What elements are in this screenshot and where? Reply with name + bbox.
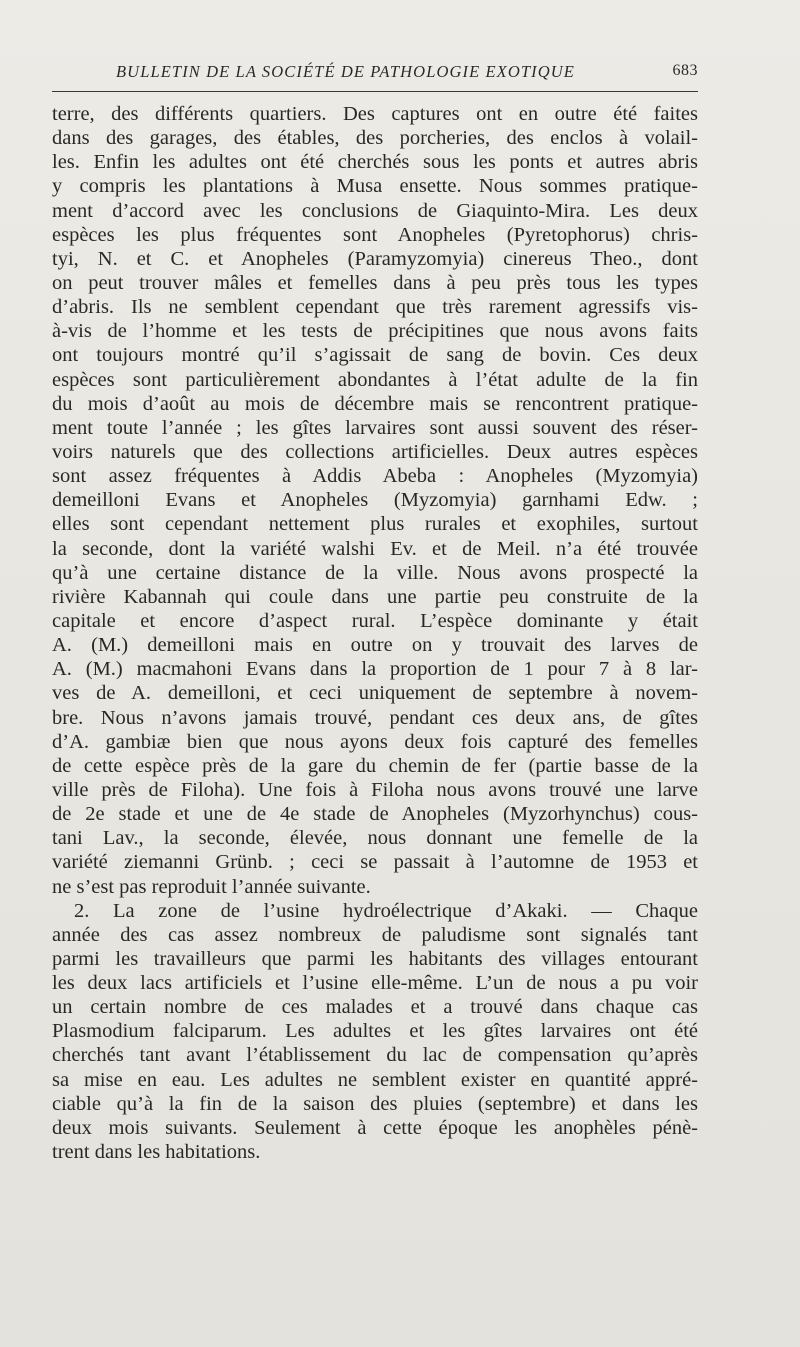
text-line: ves de A. demeilloni, et ceci uniquement de septembre à novem-: [52, 682, 698, 705]
text-line: la seconde, dont la variété walshi Ev. et de Meil. n’a été trouvée: [52, 537, 698, 560]
text-line: ment d’accord avec les conclusions de Giaquinto-Mira. Les deux: [52, 199, 698, 222]
page-header: [52, 60, 698, 86]
text-line: elles sont cependant nettement plus rurales et exophiles, surtout: [52, 513, 698, 536]
text-line: ciable qu’à la fin de la saison des pluies (septembre) et dans les: [52, 1092, 698, 1115]
text-line: de cette espèce près de la gare du chemin de fer (partie basse de la: [52, 754, 698, 777]
text-line: A. (M.) demeilloni mais en outre on y trouvait des larves de: [52, 634, 698, 657]
text-line: qu’à une certaine distance de la ville. Nous avons prospecté la: [52, 561, 698, 584]
paragraph-end-line: ne s’est pas reproduit l’année suivante.: [52, 875, 371, 898]
body-text: [52, 102, 698, 1164]
text-line: ment toute l’année ; les gîtes larvaires sont aussi souvent des réser-: [52, 416, 698, 439]
running-head: BULLETIN DE LA SOCIÉTÉ DE PATHOLOGIE EXOTIQUE: [116, 62, 575, 81]
text-line: variété ziemanni Grünb. ; ceci se passait à l’automne de 1953 et: [52, 851, 698, 874]
header-rule: [52, 91, 698, 92]
text-line: Plasmodium falciparum. Les adultes et les gîtes larvaires ont été: [52, 1020, 698, 1043]
text-line: sa mise en eau. Les adultes ne semblent exister en quantité appré-: [52, 1068, 698, 1091]
text-line: ville près de Filoha). Une fois à Filoha nous avons trouvé une larve: [52, 778, 698, 801]
text-line: rivière Kabannah qui coule dans une partie peu construite de la: [52, 585, 698, 608]
text-line: d’abris. Ils ne semblent cependant que très rarement agressifs vis-: [52, 296, 698, 319]
text-line: espèces les plus fréquentes sont Anopheles (Pyretophorus) chris-: [52, 223, 698, 246]
text-line: tani Lav., la seconde, élevée, nous donnant une femelle de la: [52, 827, 698, 850]
text-line: dans des garages, des étables, des porcheries, des enclos à volail-: [52, 127, 698, 150]
text-line: on peut trouver mâles et femelles dans à peu près tous les types: [52, 271, 698, 294]
text-line: tyi, N. et C. et Anopheles (Paramyzomyia) cinereus Theo., dont: [52, 247, 698, 270]
text-line: du mois d’août au mois de décembre mais se rencontrent pratique-: [52, 392, 698, 415]
text-line: année des cas assez nombreux de paludisme sont signalés tant: [52, 923, 698, 946]
page-number: 683: [672, 62, 698, 79]
text-line: voirs naturels que des collections artificielles. Deux autres espèces: [52, 440, 698, 463]
text-line: à-vis de l’homme et les tests de précipitines que nous avons faits: [52, 320, 698, 343]
text-line: bre. Nous n’avons jamais trouvé, pendant ces deux ans, de gîtes: [52, 706, 698, 729]
text-line: parmi les travailleurs que parmi les habitants des villages entourant: [52, 947, 698, 970]
text-line: deux mois suivants. Seulement à cette époque les anophèles pénè-: [52, 1116, 698, 1139]
text-line: un certain nombre de ces malades et a trouvé dans chaque cas: [52, 996, 698, 1019]
text-line: sont assez fréquentes à Addis Abeba : Anopheles (Myzomyia): [52, 465, 698, 488]
text-line: y compris les plantations à Musa ensette. Nous sommes pratique-: [52, 175, 698, 198]
text-line: capitale et encore d’aspect rural. L’espèce dominante y était: [52, 609, 698, 632]
text-line: ont toujours montré qu’il s’agissait de sang de bovin. Ces deux: [52, 344, 698, 367]
paragraph-end-line: trent dans les habitations.: [52, 1141, 261, 1164]
text-line: terre, des différents quartiers. Des captures ont en outre été faites: [52, 103, 698, 125]
text-line: A. (M.) macmahoni Evans dans la proportion de 1 pour 7 à 8 lar-: [52, 658, 698, 681]
text-line: les deux lacs artificiels et l’usine elle-même. L’un de nous a pu voir: [52, 972, 698, 995]
section-heading-line: 2. La zone de l’usine hydroélectrique d’Akaki. — Chaque: [74, 899, 698, 922]
text-line: de 2e stade et une de 4e stade de Anopheles (Myzorhynchus) cous-: [52, 803, 698, 826]
text-line: espèces sont particulièrement abondantes à l’état adulte de la fin: [52, 368, 698, 391]
text-line: demeilloni Evans et Anopheles (Myzomyia) garnhami Edw. ;: [52, 489, 698, 512]
text-line: cherchés tant avant l’établissement du lac de compensation qu’après: [52, 1044, 698, 1067]
text-line: les. Enfin les adultes ont été cherchés sous les ponts et autres abris: [52, 151, 698, 174]
text-line: d’A. gambiæ bien que nous ayons deux fois capturé des femelles: [52, 730, 698, 753]
